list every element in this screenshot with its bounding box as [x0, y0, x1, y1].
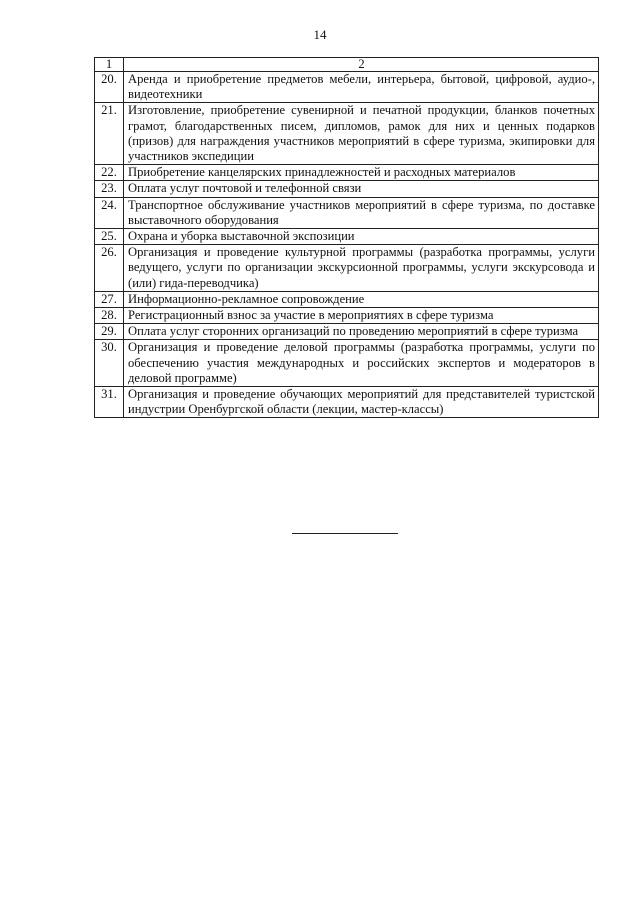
row-number: 26.: [95, 245, 124, 292]
row-description: Организация и проведение деловой программы (разработка программы, услуги по обеспечению участия международных и российских экспертов и модераторов в деловой программе): [124, 340, 599, 387]
row-number: 28.: [95, 308, 124, 324]
table-row: [95, 340, 599, 387]
row-number: 24.: [95, 197, 124, 228]
row-number: 31.: [95, 387, 124, 418]
row-description: Транспортное обслуживание участников мероприятий в сфере туризма, по доставке выставочного оборудования: [124, 197, 599, 228]
column-description-header: 2: [124, 58, 599, 72]
table-row: [95, 72, 599, 103]
row-description: Информационно-рекламное сопровождение: [124, 291, 599, 307]
row-description: Организация и проведение культурной программы (разработка программы, услуги ведущего, услуги по организации экскурсионной программы, услуги экскурсовода и (или) гида-переводчика): [124, 245, 599, 292]
page-number: 14: [313, 27, 327, 42]
table-row: [95, 197, 599, 228]
table-header-row: [95, 58, 599, 72]
expense-items-table: [94, 57, 599, 418]
row-number: 22.: [95, 165, 124, 181]
table-row: [95, 103, 599, 165]
table-row: [95, 291, 599, 307]
row-description: Оплата услуг сторонних организаций по проведению мероприятий в сфере туризма: [124, 324, 599, 340]
row-number: 20.: [95, 72, 124, 103]
row-description: Изготовление, приобретение сувенирной и печатной продукции, бланков почетных грамот, благодарственных писем, дипломов, рамок для них и ценных подарков (призов) для награждения участников мероприятий в сфере туризма, экипировки для участников экспедиции: [124, 103, 599, 165]
row-number: 29.: [95, 324, 124, 340]
row-number: 23.: [95, 181, 124, 197]
row-number: 27.: [95, 291, 124, 307]
row-description: Приобретение канцелярских принадлежностей и расходных материалов: [124, 165, 599, 181]
row-description: Аренда и приобретение предметов мебели, интерьера, бытовой, цифровой, аудио-, видеотехники: [124, 72, 599, 103]
row-description: Регистрационный взнос за участие в мероприятиях в сфере туризма: [124, 308, 599, 324]
table-row: [95, 165, 599, 181]
table-row: [95, 308, 599, 324]
table-row: [95, 245, 599, 292]
row-number: 30.: [95, 340, 124, 387]
table-row: [95, 324, 599, 340]
row-description: Оплата услуг почтовой и телефонной связи: [124, 181, 599, 197]
end-of-document-rule: [292, 533, 398, 534]
column-number-header: 1: [95, 58, 124, 72]
row-number: 25.: [95, 229, 124, 245]
row-number: 21.: [95, 103, 124, 165]
table-row: [95, 229, 599, 245]
row-description: Организация и проведение обучающих мероприятий для представителей туристской индустрии Оренбургской области (лекции, мастер-классы): [124, 387, 599, 418]
table-row: [95, 387, 599, 418]
row-description: Охрана и уборка выставочной экспозиции: [124, 229, 599, 245]
table-row: [95, 181, 599, 197]
